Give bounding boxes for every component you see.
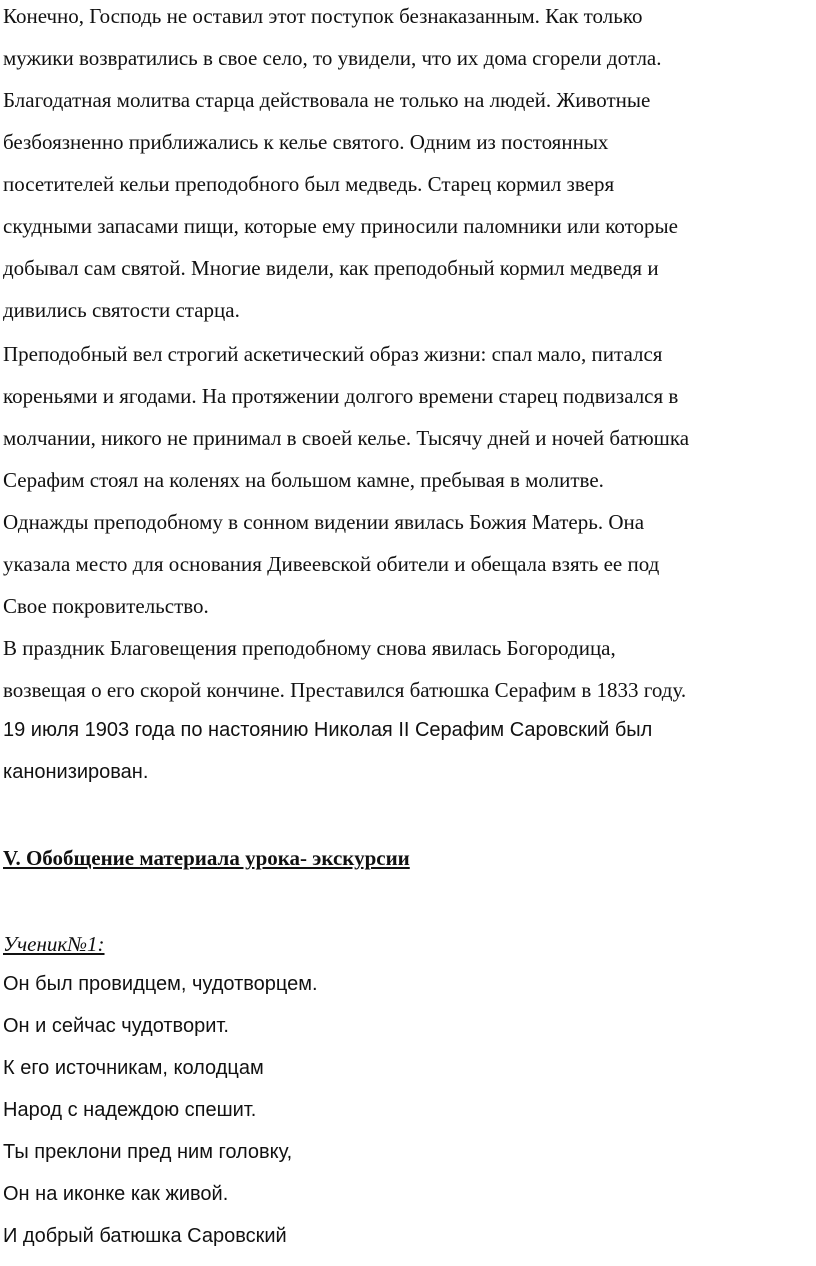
poem-line-6: Он на иконке как живой. <box>3 1183 229 1205</box>
paragraph-2-line-4: скудными запасами пищи, которые ему приносили паломники или которые <box>3 214 678 238</box>
paragraph-5-line-1: В праздник Благовещения преподобному снова явилась Богородица, <box>3 636 616 660</box>
paragraph-2-line-6: дивились святости старца. <box>3 298 240 322</box>
paragraph-2-line-5: добывал сам святой. Многие видели, как преподобный кормил медведя и <box>3 256 659 280</box>
paragraph-3-line-3: молчании, никого не принимал в своей келье. Тысячу дней и ночей батюшка <box>3 426 690 450</box>
section-heading: V. Обобщение материала урока- экскурсии <box>3 846 410 870</box>
poem-line-2: Он и сейчас чудотворит. <box>3 1015 229 1037</box>
poem-line-7: И добрый батюшка Саровский <box>3 1225 287 1247</box>
paragraph-4-line-3: Свое покровительство. <box>3 594 209 618</box>
paragraph-1-line-1: Конечно, Господь не оставил этот поступок безнаказанным. Как только <box>3 4 643 28</box>
paragraph-3-line-2: кореньями и ягодами. На протяжении долгого времени старец подвизался в <box>3 384 679 408</box>
paragraph-3-line-4: Серафим стоял на коленях на большом камне, пребывая в молитве. <box>3 468 604 492</box>
poem-line-1: Он был провидцем, чудотворцем. <box>3 973 318 995</box>
paragraph-4-line-2: указала место для основания Дивеевской обители и обещала взять ее под <box>3 552 660 576</box>
paragraph-2-line-1: Благодатная молитва старца действовала не только на людей. Животные <box>3 88 651 112</box>
poem-line-5: Ты преклони пред ним головку, <box>3 1141 293 1163</box>
paragraph-5-line-2: возвещая о его скорой кончине. Преставился батюшка Серафим в 1833 году. <box>3 678 687 702</box>
paragraph-6-line-1: 19 июля 1903 года по настоянию Николая II Серафим Саровский был <box>3 719 653 741</box>
paragraph-3-line-1: Преподобный вел строгий аскетический образ жизни: спал мало, питался <box>3 342 663 366</box>
poem-line-3: К его источникам, колодцам <box>3 1057 264 1079</box>
paragraph-4-line-1: Однажды преподобному в сонном видении явилась Божия Матерь. Она <box>3 510 645 534</box>
paragraph-2-line-2: безбоязненно приближались к келье святого. Одним из постоянных <box>3 130 609 154</box>
paragraph-6-line-2: канонизирован. <box>3 761 149 783</box>
student-label: Ученик№1: <box>3 932 105 956</box>
paragraph-1-line-2: мужики возвратились в свое село, то увидели, что их дома сгорели дотла. <box>3 46 662 70</box>
paragraph-2-line-3: посетителей кельи преподобного был медведь. Старец кормил зверя <box>3 172 615 196</box>
poem-line-4: Народ с надеждою спешит. <box>3 1099 257 1121</box>
